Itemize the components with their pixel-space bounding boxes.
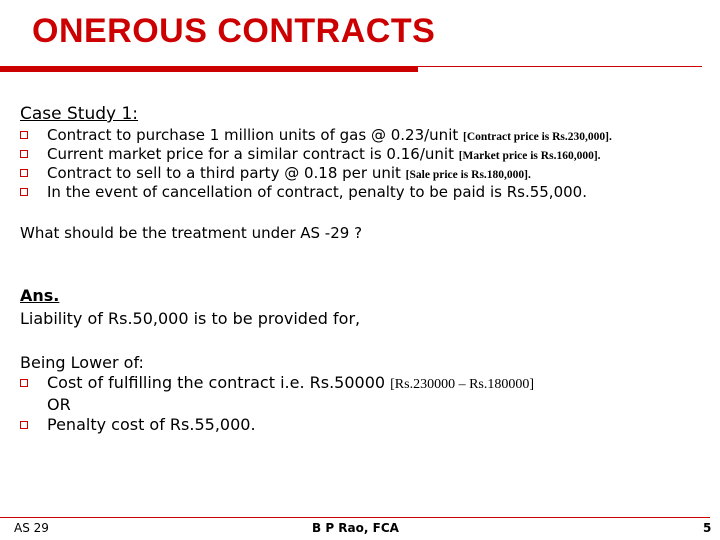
square-bullet-icon <box>20 131 28 139</box>
list-item <box>20 126 612 145</box>
fact-note: [Contract price is Rs.230,000]. <box>463 131 612 143</box>
square-bullet-icon <box>20 169 28 177</box>
square-bullet-icon <box>20 379 28 387</box>
alternative-text: Cost of fulfilling the contract i.e. Rs.50000 <box>47 373 391 392</box>
case-facts-list <box>20 126 612 202</box>
case-study-heading: Case Study 1: <box>20 104 139 124</box>
footer-author: B P Rao, FCA <box>312 521 399 535</box>
square-bullet-icon <box>20 421 28 429</box>
title-underline-thick <box>0 66 418 72</box>
fact-text: Current market price for a similar contract is 0.16/unit <box>47 145 459 163</box>
alternative-text: Penalty cost of Rs.55,000. <box>47 415 256 434</box>
alternative-note: [Rs.230000 – Rs.180000] <box>390 377 535 392</box>
fact-text: In the event of cancellation of contract, penalty to be paid is Rs.55,000. <box>47 183 587 201</box>
list-item <box>20 145 612 164</box>
answer-text: Liability of Rs.50,000 is to be provided for, <box>20 309 361 328</box>
lower-of-heading: Being Lower of: <box>20 353 144 372</box>
fact-text: Contract to sell to a third party @ 0.18 per unit <box>47 164 406 182</box>
fact-text: Contract to purchase 1 million units of gas @ 0.23/unit <box>47 126 464 144</box>
fact-note: [Market price is Rs.160,000]. <box>458 150 601 162</box>
question-text: What should be the treatment under AS -29 ? <box>20 224 363 242</box>
slide-title: ONEROUS CONTRACTS <box>32 12 436 50</box>
footer-section-label: AS 29 <box>14 521 49 535</box>
list-item <box>20 415 534 435</box>
page-number: 5 <box>703 521 712 535</box>
list-item <box>20 164 612 183</box>
fact-note: [Sale price is Rs.180,000]. <box>405 169 531 181</box>
answer-label: Ans. <box>20 286 60 305</box>
list-item <box>20 183 612 202</box>
square-bullet-icon <box>20 188 28 196</box>
alternatives-list <box>20 373 534 435</box>
footer-divider <box>0 517 710 518</box>
or-connector: OR <box>47 395 71 414</box>
list-item <box>20 373 534 415</box>
title-underline-thin <box>418 66 702 67</box>
square-bullet-icon <box>20 150 28 158</box>
